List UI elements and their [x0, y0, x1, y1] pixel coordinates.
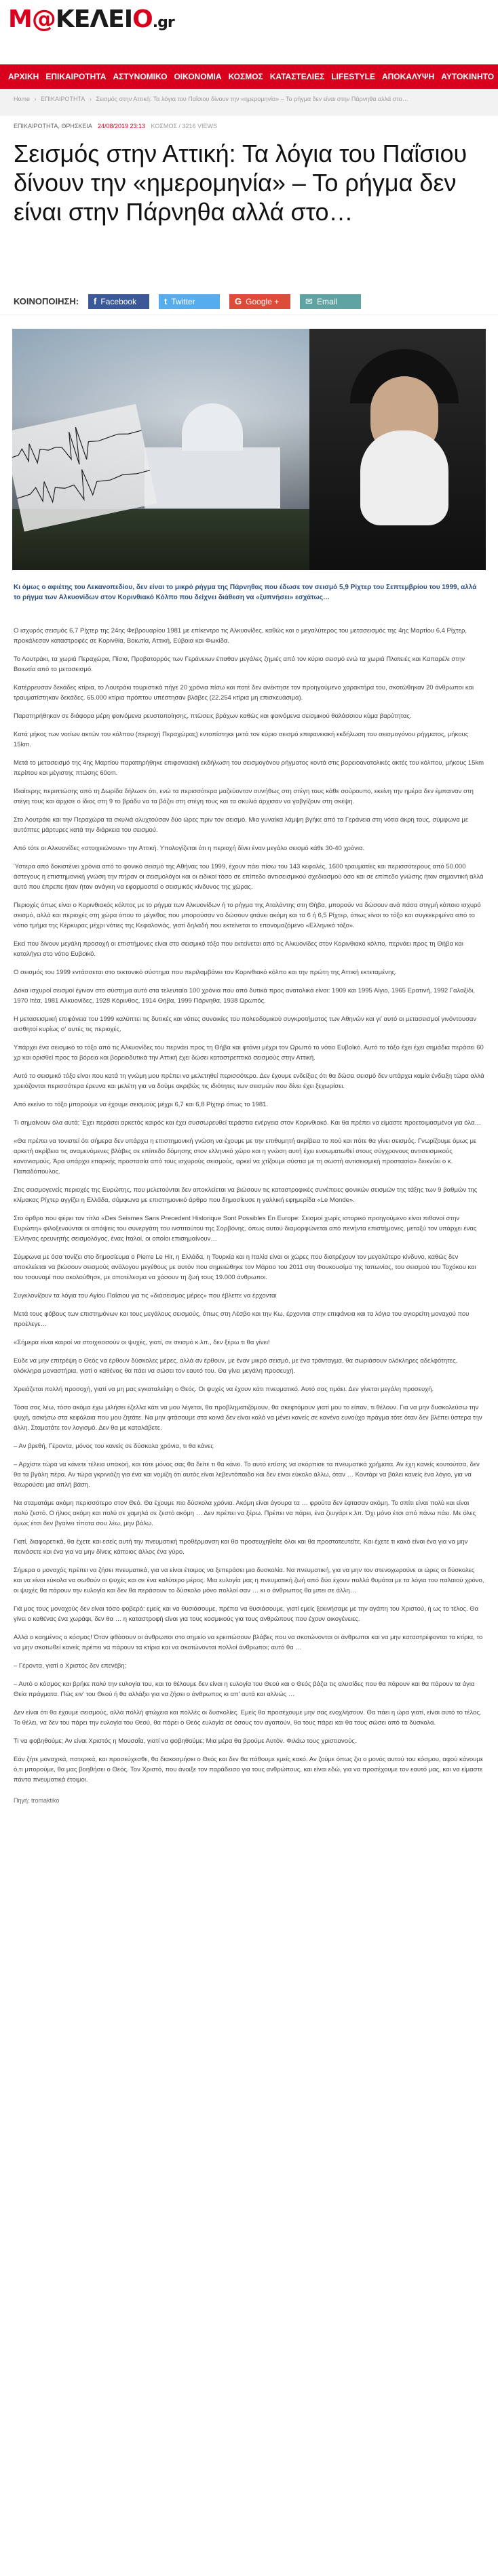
share-bar [0, 288, 498, 315]
article-paragraph: Τι να φοβηθούμε; Αν είναι Χριστός η Μουσαΐα, γιατί να φοβηθούμε; Μια μέρα θα βρούμε Αυτόν. Φιλάω τους χριστιανούς. [14, 1737, 357, 1745]
share-google-button[interactable]: G Google + [229, 294, 290, 309]
article-paragraph: Συγκλονίζουν τα λόγια του Αγίου Παΐσιου για τις «διάσεισμος μέρες» που έβλεπε να έρχονται [14, 1292, 277, 1300]
article-paragraph: Σήμερα ο μοναχός πρέπει να ζήσει πνευματικά, για να είναι έτοιμος να ξεπεράσει μια δυσκολία. Να πνευματική, για να μην τον στενοχωρούνε οι ώρες οι δύσκολες και να είναι εύκολα να σωθούν οι ψυχές και σε ένα καλύτερο μέρος. Μια ευλογία μας η πνευματική ζωή από δύο έχουν πολλά θυμάται με τα λόγια του παλαιού χρόνο, οι ψυχές θα πάρουν την ευλογία και δεν θα περάσουν το δύσκολο μόνο πολλοί σαν … κι ο άνθρωπος θα μπει σε άλλη… [14, 1567, 484, 1594]
article-paragraph: – Αν βρεθή, Γέροντα, μόνος του κανείς σε δύσκολα χρόνια, τι θα κάνει; [14, 1443, 214, 1450]
article-paragraph: Το Λουτράκι, τα χωριά Περαχώρα, Πίσια, Προβατορρός των Γεράνειων έπαθαν μεγάλες ζημιές από τον κύριο σεισμό ενώ τα χωριά Πλατειές και Καπαρέλι στην Βοιωτία από το μετασεισμό. [14, 656, 465, 673]
article-hero-image [12, 329, 486, 570]
article-paragraph: Από εκείνο το τόξο μπορούμε να έχουμε σεισμούς μέχρι 6,7 και 6,8 Ρίχτερ όπως το 1981. [14, 1101, 269, 1108]
article-paragraph: Γιά μας τους μοναχούς δεν είναι τόσο φοβερό: εμείς και να θυσιάσουμε, πρέπει να θυσιάσουμε, γιατί εμείς ξεκινήσαμε με την αγάπη του Χριστού, ή ως το τέλος. Θα γίνει ο καθένας ένα χωράφι, δεν θα … η καταστροφή είναι για τους κοσμικούς για τους ανθρώπους που έχουν οικογένειες. [14, 1605, 479, 1623]
meta-date: 24/08/2019 23:13 [97, 123, 146, 129]
article-body [0, 616, 498, 1785]
breadcrumb-category[interactable]: ΕΠΙΚΑΙΡΟΤΗΤΑ [41, 96, 85, 102]
article-paragraph: Δεν είναι ότι θα έχουμε σεισμούς, αλλά πολλή φτώχεια και πολλές οι δυσκολίες. Εμείς θα προσέχουμε μην σας ενοχλήσουν. Θα πάει η ώρα γιατί, είναι αυτό το τέλος. Το θέλει, να δεν του πάρει την ευλογία του Θεού, θα πάρει ο Θεός ευλογία σε όσους τον αγαπούν, θα τους πάρει και θα τους σώσει από τα δύσκολα. [14, 1709, 482, 1727]
share-twitter-button[interactable]: t Twitter [159, 294, 220, 309]
meta-category[interactable]: ΕΠΙΚΑΙΡΟΤΗΤΑ, ΘΡΗΣΚΕΙΑ [14, 123, 92, 129]
facebook-icon: f [94, 296, 97, 306]
article-paragraph: Στο Λουτράκι και την Περαχώρα τα σκυλιά αλυχτούσαν δύο ώρες πριν τον σεισμό. Μια γυναίκα λάμψη βγήκε από τα Γεράνεια στη νότια άκρη τους, σύμφωνα με αυτόπτες μάρτυρες κατά την διάρκεια του σεισμού. [14, 816, 469, 834]
article-paragraph: Παρατηρήθηκαν σε διάφορα μέρη φαινόμενα ρευστοποίησης, πτώσεις βράχων καθώς και φαινόμενα σεισμικού θαλάσσιου κύμα βαρύτητας. [14, 712, 412, 720]
breadcrumb-current: Σεισμός στην Αττική: Τα λόγια του Παΐσιου δίνουν την «ημερομηνία» – Το ρήγμα δεν είναι στην Πάρνηθα αλλά στο… [96, 96, 408, 102]
article-lead: Κι όμως ο αφιέτης του Λεκανοπεδίου, δεν είναι το μικρό ρήγμα της Πάρνηθας που έδωσε τον σεισμό 5,9 Ρίχτερ του Σεπτεμβρίου του 1999, αλλά το ρήγμα των Αλκυονίδων στον Κορινθιακό Κόλπο που δείχνει διάθεση να «ξυπνήσει» εσχάτως… [14, 584, 477, 601]
article-source: Πηγή: tromaktiko [14, 1797, 60, 1804]
article-paragraph: Από τότε οι Αλκυονίδες «στοιχειώνουν» την Αττική. Υπολογίζεται ότι η περιοχή δίνει έναν μεγάλο σεισμό κάθε 30-40 χρόνια. [14, 845, 365, 852]
main-nav [0, 64, 498, 89]
article-paragraph: Στις σεισμογενείς περιοχές της Ευρώπης, που μελετούνται δεν αποκλείεται να βιώσουν τις καταστροφικές συνέπειες φονικών σεισμών της τάξης των 9 βαθμών της κλίμακας Ρίχτερ αγγίζει η Ελλάδα, σύμφωνα με επιστημονικό άρθρο που δημοσίευσε η γαλλική εφημερίδα «Le Monde». [14, 1186, 478, 1204]
nav-item-car[interactable]: ΑΥΤΟΚΙΝΗΤΟ [441, 72, 495, 81]
nav-item-lifestyle[interactable]: LIFESTYLE [331, 72, 375, 81]
article-paragraph: Ο σεισμός του 1999 εντάσσεται στο τεκτονικό σύστημα που περιλαμβάνει τον Κορινθιακό κόλπο και την πρώτη της Αττική εκτεταμένης. [14, 969, 397, 976]
nav-item-news[interactable]: ΕΠΙΚΑΙΡΟΤΗΤΑ [45, 72, 107, 81]
article-paragraph: «Θα πρέπει να τονιστεί ότι σήμερα δεν υπάρχει η επιστημονική γνώση να έχουμε με την επιθυμητή ακρίβεια το πού και πότε θα γίνει σεισμός. Γνωρίζουμε όμως με αρκετή ακρίβεια τις αναμενόμενες βλάβες σε επίπεδο δόμησης στον ελληνικό χώρο και η γνώση αυτή έχει ενσωματωθεί στους σύγχρονους αντισεισμικούς κανονισμούς. Άρα υπάρχει επαρκής προστασία από τους ισχυρούς σεισμούς, αρκεί να χτίζουμε σύστια με τη σωστή αντισεισμική προστασία» δεικνύει ο κ. Παπαδόπουλος. [14, 1138, 477, 1175]
meta-views: 3216 VIEWS [182, 123, 217, 129]
nav-item-home[interactable]: ΑΡΧΙΚΗ [8, 72, 39, 81]
nav-item-world[interactable]: ΚΟΣΜΟΣ [228, 72, 263, 81]
article-paragraph: – Αρχίστε τώρα να κάνετε τέλεια υπακοή, και τότε μόνος σας θα δείτε τι θα κάνει. Το αυτό επίσης να σκόρπισε τα πνευματικά χρήματα. Αν έχη κανείς κουτούτσα, δεν θα τα βγάλη πέρα. Αν τώρα γκρινιάζη για ένα και νομίζη ότι αυτός είναι λεβεντόπαιδο και δεν είναι εύκολο άλλω, όταν … Κοντάρι να βάλει κανείς ένα λόγιο, για να θεωρούσει μια απλή βάση. [14, 1461, 480, 1489]
article-paragraph: Να σταματάμε ακόμη περισσότερο στον Θεό. Θα έχουμε πιο δύσκολα χρόνια. Ακόμη είναι άγουρα τα … φρούτα δεν έφτασαν ακόμη. Το σπίτι είναι πολύ και είναι πολύ ζεστό. Ο ήλιος ακόμη και πολύ σε χαμηλά σε ζεστό ακόμη … Δεν πρέπει να ξέρω. Πρέπει να πάρει, ένα ζευγάρι κ.λπ. Όχι μόνο έτσι από πάνω πάει. Με όλες όμως έτσι δεν βγαίνει τίποτα σου λέω, μην βάλω. [14, 1500, 476, 1527]
article-paragraph: – Γέροντα, γιατί ο Χριστός δεν επενέβη; [14, 1662, 127, 1670]
article-paragraph: Σύμφωνα με όσα τονίζει στο δημοσίευμα ο Pierre Le Hir, η Ελλάδα, η Τουρκία και η Ιταλία είναι οι χώρες που διατρέχουν τον μεγαλύτερο κίνδυνο, καθώς δεν αποκλείεται να βιώσουν σεισμούς ανάλογου μεγέθους με αυτόν που σημειώθηκε τον Μάρτιο του 2011 στη Φουκουσίμα της Ιαπωνίας, του σεισμού του Τοχόκου και του τσουναμί που ακολούθησε, με αποτέλεσμα να χάσουν τη ζωή τους 19.000 άνθρωποι. [14, 1253, 476, 1281]
article-paragraph: Γιατί, διαφορετικά, θα έχετε και εσείς αυτή την πνευματική προθέρμανση και θα προσευχηθείτε όλοι και θα προστατευτείτε. Και έχετε τι κακό είναι ένα για να μην πεινάσετε και ένα για να μην δίνεις κάποιος άλλος ένα γύρο. [14, 1538, 468, 1556]
site-logo[interactable]: M@ΚΕΛΕΙΟ.gr [8, 5, 174, 33]
article-paragraph: Αυτό το σεισμικό τόξο είναι που κατά τη γνώμη μου πρέπει να μελετηθεί περισσότερο. Δεν έχουμε ενδείξεις ότι θα δώσει σεισμό δεν υπάρχει καμία ένδειξη τώρα αλλά χρειάζονται περισσότερα έρευνα και μελέτη για να δούμε ακριβώς τις ιδιότητες των σεισμών που δίνει έχει ξεχωρίσει. [14, 1072, 484, 1090]
nav-item-shops[interactable]: ΚΑΤΑΣΤΕΛΙΕΣ [269, 72, 325, 81]
article-paragraph: – Αυτό ο κόσμος και βρήκε πολύ την ευλογία του, και το θέλουμε δεν είναι η ευλογία του Θεού και ο Θεός βάζει τις αλυσίδες που θα πάρουν και θα πάρουν τα άγια Θεία πράγματα. Πώς ειν' του Θεού ή θα αλλάξει για να ζήσει ο άνθρωπος κι απ' αυτά και αλλιώς … [14, 1681, 475, 1698]
nav-item-police[interactable]: ΑΣΤΥΝΟΜΙΚΟ [113, 72, 168, 81]
share-email-button[interactable]: ✉ Email [300, 294, 361, 309]
article-paragraph: Μετά το μετασεισμό της 4ης Μαρτίου παρατηρήθηκε επιφανειακή εκδήλωση του σεισμογόνου ρήγματος κοντά στις βορειοανατολικές ακτές του κόλπου, μήκους 15km περίπου και μέγιστης πτώσης 60cm. [14, 759, 484, 777]
article-paragraph: Χρειάζεται πολλή προσοχή, γιατί να μη μας εγκαταλείψη ο Θεός. Οι ψυχές να έχουν κάτι πνευματικό. Αυτό σας τιμάει. Δεν γίνεται μεγάλη προσευχή. [14, 1386, 434, 1393]
breadcrumb: Home › ΕΠΙΚΑΙΡΟΤΗΤΑ › Σεισμός στην Αττική: Τα λόγια του Παΐσιου δίνουν την «ημερομηνία» – Το ρήγμα δεν είναι στην Πάρνηθα αλλά στο… [0, 89, 498, 116]
nav-item-apokalypsi[interactable]: ΑΠΟΚΑΛΥΨΗ [381, 72, 435, 81]
article-paragraph: Στο άρθρο που φέρει τον τίτλο «Des Seismes Sans Precedent Historique Sont Possibles En Europe: Σεισμοί χωρίς ιστορικό προηγούμενο είναι πιθανοί στην Ευρώπη» φιλοξενούνται οι απόψεις του συνεργάτη του ινστιτούτου της Σορβόνης, όπως αυτού διαμορφώνεται από πενήντα επιστήμονες, μεταξύ τον υπάρχει ένας Έλληνας ερευνητής σεισμολόγος, ένας Ιταλοί, οι οποίοι επισημαίνουν… [14, 1215, 477, 1243]
article-paragraph: Ιδιαίτερης περιπτώσης από τη Δωρίδα δήλωσε ότι, ενώ τα περισσότερα μαζεύονταν συνήθως στη στέγη τους κάθε σούρουπο, εκείνη την ημέρα δεν έμπαιναν στη στέγη τους και άρχισε ο ίδιος στη 9 το βράδυ να τα βάζει στη στέγη τους και τα σκυλιά άρχισαν να γαβγίζουν στη σκέψη. [14, 788, 474, 805]
article-paragraph: Αλλά ο καημένος ο κόσμος! Όταν φθάσουν οι άνθρωποι στο σημείο να ερειπώσουν βλάβες που να σκοτώνονται οι άνθρωποι και να μην καταστρέφονται τα κτίρια, το να μην σκοτωθεί κανείς πρέπει να πάρουν τα κτίρια και να σκοτώνονται πολλοί άνθρωποι; αυτό θα … [14, 1634, 483, 1651]
article-paragraph: Υπάρχει ένα σεισμικό το τόξο από τις Αλκυονίδες του περνάει προς τη Θήβα και φτάνει μέχρι τον Ωρωπό το νότιο Ευβοϊκό. Αυτό το τόξο έχει έχει σημάδια περάσει 60 χρ και ορισθεί προς τα βόρεια και βορειοδυτικά την Αττική έχει δώσει καταστρεπτικό σεισμούς στην Αττική. [14, 1044, 484, 1062]
article-paragraph: Τόσα σας λέω, τόσο ακόμα έχω μιλήσει έζελλα κάτι να μου λέγεται, θα προβληματιζόμουν, θα σκεφτόμουν γιατί μου το είπαν, τι θέλουν. Για να μην δυσκολεύσω την ψυχή, ασκήσω στα κεφάλαια που μου ζητάτε. Να μην φτάσουμε στα κοινά δεν είναι καλό να μένει κανείς σε κανένα ευνούχο πράγμα τότε όταν δεν βλέπει ύστερα την άλλη. Σταματάτε τον λογισμό. Δεν θα με καταλάβετε. [14, 1404, 482, 1432]
share-label: ΚΟΙΝΟΠΟΙΗΣΗ: [14, 296, 79, 306]
article-paragraph: Δόκα ισχυροί σεισμοί έγιναν στο σύστημα αυτό στα τελευταία 100 χρόνια που από δυτικά προς ανατολικά είναι: 1909 και 1995 Αίγιο, 1965 Ερατινή, 1992 Γαλαξίδι, 1970 Ιτέα, 1981 Αλκυονίδες, 1928 Κόρινθος, 1914 Θήβα, 1999 Πάρνηθα, 1938 Ωρωπός. [14, 987, 476, 1005]
article-paragraph: Εύδε να μην επιτρέψη ο Θεός να έρθουν δύσκολες μέρες, αλλά αν έρθουν, με έναν μικρό σεισμό, με ένα τράνταγμα, θα σωριάσουν ολόκληρες αδελφότητες, ολόκληρα μοναστήρια, γιατί ο καθένας θα πάει να σώσει τον εαυτό του. Θα γίνει μεγάλη προσευχή. [14, 1357, 458, 1375]
article-paragraph: Εάν ζήτε μοναχικά, πατερικά, και προσεύχεσθε, θα διακοσμήσει ο Θεός και δεν θα πάθουμε εμείς κακό. Αν ζούμε όπως ζει ο μονός αυτού του κόσμου, αφού κάνουμε ό,τι μπορούμε, θα μας βοηθήσει ο Θεός. Τον Χριστό, που άνοιξε τον παράδεισο για τους ανθρώπους, και είναι εδώ, για να προσέχουμε τον εαυτό μας, και να είμαστε πάντα πνευματικά έτοιμοι. [14, 1756, 484, 1784]
article-paragraph: Η μετασεισμική επιφάνεια του 1999 καλύπτει τις δυτικές και νότιες συνοικίες του πολεοδομικού συγκροτήματος των Αθηνών και γι' αυτό οι μετασεισμοί γινόντουσαν αισθητοί κυρίως σ' αυτές τις περιοχές. [14, 1015, 477, 1033]
twitter-icon: t [164, 296, 168, 306]
article-paragraph: «Σήμερα είναι καιροί να στοιχειοσούν οι ψυχές, γιατί, σε σεισμό κ.λπ., δεν ξέρω τι θα γίνει! [14, 1339, 270, 1346]
article-paragraph: Ο ισχυρός σεισμός 6,7 Ρίχτερ της 24ης Φεβρουαρίου 1981 με επίκεντρο τις Αλκυονίδες, καθώς και ο μεγαλύτερος του μετασεισμός της 4ης Μαρτίου 6,4 Ρίχτερ, προκάλεσαν καταστροφές σε Κορινθία, Βοιωτία, Αττική, Εύβοια και Φωκίδα. [14, 627, 467, 645]
article-title: Σεισμός στην Αττική: Τα λόγια του Παΐσιου δίνουν την «ημερομηνία» – Το ρήγμα δεν είναι στην Πάρνηθα αλλά στο… [14, 140, 467, 226]
share-facebook-button[interactable]: f Facebook [88, 294, 149, 309]
article-paragraph: Κατά μήκος των νοτίων ακτών του κόλπου (περιοχή Περαχώρας) εντοπίστηκε μετά τον κύριο σεισμό επιφανειακή εκδήλωση του σεισμογόνου ρήγματος, μήκους 15km. [14, 731, 469, 748]
article-paragraph: Τι σημαίνουν όλα αυτά; Έχει περάσει αρκετός καιρός και έχει συσσωρευθεί τεράστια ενέργεια στον Κορινθιακό. Και θα πρέπει να είμαστε προετοιμασμένοι για όλα… [14, 1119, 481, 1127]
breadcrumb-home[interactable]: Home [14, 96, 31, 102]
article-paragraph: Μετά τους φόβους των επιστημόνων και τους μεγάλους σεισμούς, όπως στη Λέσβο και την Κω, έρχονται στην επιφάνεια και τα λόγια του αγιορείτη μοναχού που προέλεγε… [14, 1310, 470, 1328]
nav-item-economy[interactable]: ΟΙΚΟΝΟΜΙΑ [174, 72, 222, 81]
google-plus-icon: G [235, 296, 242, 306]
meta-author[interactable]: ΚΟΣΜΟΣ [151, 123, 177, 129]
article-paragraph: Εκεί που δίνουν μεγάλη προσοχή οι επιστήμονες είναι στο σεισμικό τόξο που εκτείνεται από τις Αλκυονίδες στον Κορινθιακό κόλπο, περνάει προς τη Θήβα και καταλήγει στο νότιο Ευβοϊκό. [14, 940, 463, 958]
article-paragraph: Περιοχές όπως είναι ο Κορινθιακός κόλπος με το ρήγμα των Αλκυονίδων ή το ρήγμα της Αταλάντης στη Θήβα, μπορούν να δώσουν ανά πάσα στιγμή κάποιο ισχυρό σεισμό, αλλά και περιοχές στη χώρα όπου το μέγεθος που μπορούσαν να δώσουν φτάνει ακόμη και τα 6 ή 6,5 Ρίχτερ, όπως είναι το τόξο και συγκεκριμένα από το νότιο τμήμα της Κέρκυρας μέχρι νότιες της Κεφαλονιάς, γιατί δηλαδή που εκτείνεται το επονομαζόμενο «Ελληνικό τόξο». [14, 902, 481, 929]
email-icon: ✉ [305, 296, 313, 306]
article-meta: ΕΠΙΚΑΙΡΟΤΗΤΑ, ΘΡΗΣΚΕΙΑ 24/08/2019 23:13 ΚΟΣΜΟΣ / 3216 VIEWS [14, 123, 217, 129]
article-paragraph: Ύστερα από δοκιστένει χρόνια από το φονικό σεισμό της Αθήνας του 1999, έχουν πάει πίσω του 143 κεφαλές, 1600 τραυματίες και περισσότερους από 50.000 άστεγους η επιστημονική γνώση την πήραν οι σεισμολόγοι και οι ειδικοί τόσο σε επίπεδο αντισεισμικού σχεδιασμού όσο και σε επίπεδο γνώσης ήταν σημαντική αλλά αυτό που έπρεπε ήταν ήταν ανάγκη να εφαρμοστεί ο σεισμικός κίνδυνος της χώρας. [14, 863, 484, 891]
article-paragraph: Κατέρρευσαν δεκάδες κτίρια, το Λουτράκι τουριστικά πήγε 20 χρόνια πίσω και ποτέ δεν ανέκτησε τον προηγούμενο χαρακτήρα του, σκοτώθηκαν 20 άνθρωποι και τραυματίστηκαν δεκάδες. 65.000 κτίρια πρόπτου υπέστησαν βλάβες (22.254 κτίρια μη επισκευάσιμα). [14, 684, 474, 702]
site-header [0, 0, 498, 64]
